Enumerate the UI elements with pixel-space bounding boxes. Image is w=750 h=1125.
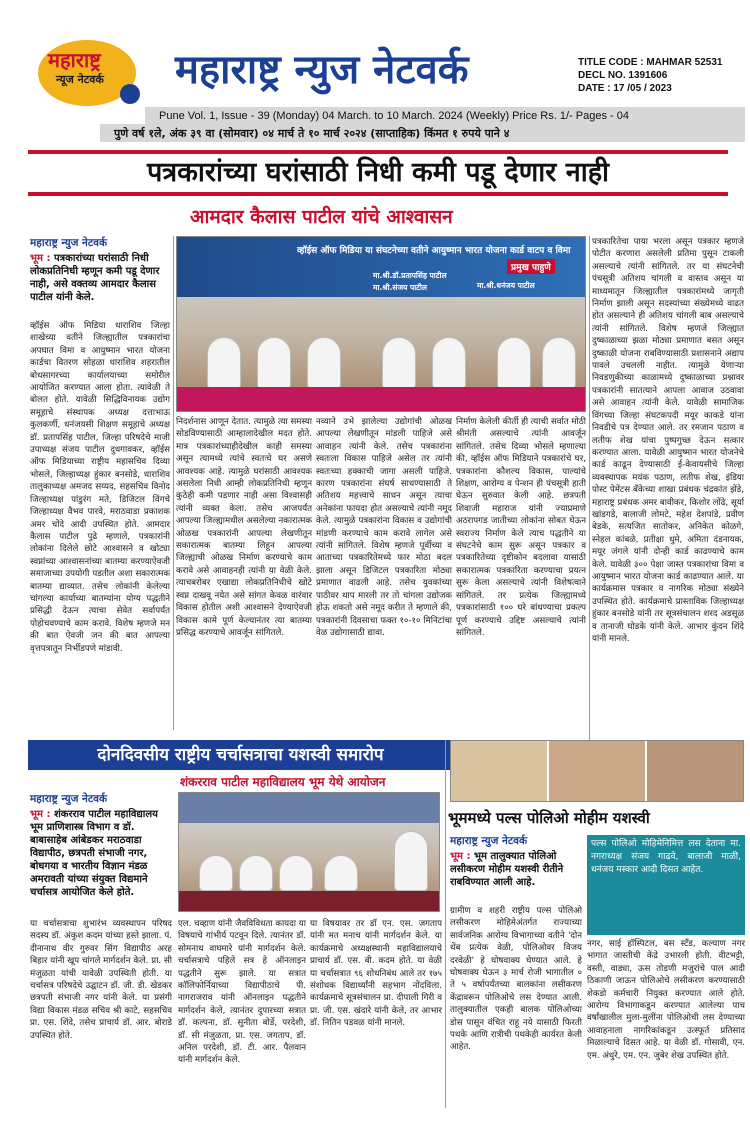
section3-column-1: ग्रामीण व शहरी राष्ट्रीय पल्स पोलिओ लसीकरण मोहिमेअंतर्गत राज्याच्या सार्वजनिक आरोग्य विभागाच्या वतीने 'दोन थेंब प्रत्येक वेळी, पोलिओवर विजय दरवेळी' हे घोषवाक्य घेण्यात आले. हे घोषवाक्य घेऊन ३ मार्च रोजी भागातील ० ते ५ वर्षापर्यंतच्या बालकांना लसीकरण केंद्रावरून पोलिओचे लस देण्यात आली. तालुक्यातील एकही बालक पोलिओच्या डोस पासून वंचित राहू नये यासाठी फिरती पथके आणि रात्रीची पथकेही कार्यरत केली आहेत.: [450, 906, 582, 1053]
section2-source-credit: महाराष्ट्र न्युज नेटवर्क: [30, 793, 108, 805]
section2-lead-label: भूम :: [30, 809, 51, 820]
polio-photo-caption: पल्स पोलिओ मोहिमेनिमित्त लस देताना मा. नगराध्यक्ष संजय गाढवे, बालाजी माळी, धनंजय मस्कार आदी दिसत आहेत.: [587, 835, 745, 935]
section2-headline: दोनदिवसीय राष्ट्रीय चर्चासत्राचा यशस्वी समारोप: [28, 740, 453, 770]
column-divider: [173, 236, 174, 730]
main-lead: [30, 252, 170, 314]
main-headline: पत्रकारांच्या घरांसाठी निधी कमी पडू देणार नाही: [28, 150, 728, 196]
photo-person: [207, 337, 241, 389]
photo-stage-table: [179, 891, 439, 911]
photo-person: [307, 337, 341, 389]
masthead-logo: [28, 38, 140, 108]
polio-photo: [549, 741, 647, 802]
newspaper-title: महाराष्ट्र न्युज नेटवर्क: [175, 47, 469, 93]
photo-person: [382, 337, 416, 389]
column-divider: [445, 740, 446, 1108]
photo-name-3: मा.श्री.संजय पाटील: [373, 283, 427, 292]
decl-number: DECL NO. 1391606: [578, 70, 668, 81]
photo-person: [432, 337, 466, 389]
section2-subheadline: शंकरराव पाटील महाविद्यालय भूम येथे आयोजन: [180, 775, 386, 789]
main-column-5: पत्रकारितेचा पाया भरला असून पत्रकार म्हणजे पोटीत करणारा असलेली प्रतिमा पुसून टाकली असल्याचे त्यांनी सांगितले. तर या संघटनेची पंचसूत्री अतिशय चांगली व वास्तव असून या माध्यमातून जिल्ह्यातील पत्रकारांमध्ये जागृती निर्माण झाली असून सदस्यांच्या संख्येमध्ये वाढत होत असल्याने ही अतिशय चांगली बाब असल्याचे त्यांनी सांगितले. विशेष म्हणजे जिल्ह्यात दुष्काळाच्या झळा मोठ्या प्रमाणात बसत असून दुष्काळी योजना राबविण्यासाठी प्रशासनाने अद्याप पावले उचलली नाहीत. त्यामुळे येणाऱ्या निवडणुकीच्या काळामध्ये दुष्काळाच्या प्रश्नावर पत्रकारांनी सातत्याने आपला आवाज उठवावा असे आवाहन त्यांनी केले. यावेळी सामाजिक विंगच्या जिल्हा संघटकपदी मयूर काकडे यांना निवडीचे पत्र देण्यात आले. तर रमजान पठाण व लतीफ शेख यांचा पुष्पगुच्छ देऊन सत्कार करण्यात आला. यावेळी आयुष्मान भारत योजनेचे कार्ड काढून देण्यासाठी ई-केवायसीचे जिल्हा व्यवस्थापक मयंक पठाण, लतीफ शेख, इंडिया पोस्ट पेमेंटस बँकेच्या शाखा प्रबंधक चंद्रकांत झेंडे, महाराष्ट्र प्रबंधक अमर बावीकर, किशोर लोंढे, सूर्या खांडगडे, बालाजी लोमटे, महेश देशपांडे, प्रवीण बेडके, सत्यजित सातोकर, अनिकेत कोळगे, स्नेहल कांबळे, प्रतीक्षा धुमे, अमिता दंडनायक, मयूर जंगले यांनी दोन्ही कार्ड काढण्याचे काम केले. यावेळी ३०० पेक्षा जास्त पत्रकारांचा विमा व आयुष्मान भारत योजना कार्ड काढण्यात आले. या कार्यक्रमास पत्रकार व नागरिक मोठ्या संख्येने उपस्थित होते. कार्यक्रमाचे प्रास्ताविक जिल्हाध्यक्ष हुंकार बनसोडे यांनी तर सूत्रसंचालन शरद अडसूळ व तानाजी घोडके यांनी केले. आभार कुंदन शिंदे यांनी मानले.: [592, 237, 744, 644]
issue-line-english: Pune Vol. 1, Issue - 39 (Monday) 04 March. to 10 March. 2024 (Weekly) Price Rs. 1/- Pages - 04: [145, 107, 745, 124]
photo-stage-table: [177, 387, 585, 411]
polio-photo: [647, 741, 744, 802]
column-divider: [589, 236, 590, 798]
main-column-2: निदर्शनास आणून देतात. त्यामुळे त्या समस्या सोडविण्यासाठी आम्हालादेखील मदत होते. मात्र पत्रकारांच्याहीदेखील काही समस्या असून त्यामध्ये त्यांचे स्वतःचे घर असणे आवश्यक आहे. त्यामुळे घरांसाठी आवश्यक असलेला निधी आम्ही लोकप्रतिनिधी म्हणून कुठेही कमी पडणार नाही असा विश्वासही त्यांनी व्यक्त केला. तसेच आजपर्यंत आपल्या जिल्ह्यामधील असलेल्या नकारात्मक ओळख पत्रकारांनी आपल्या लेखणीतून सकारात्मक बातम्या लिहून आपल्या जिल्ह्याची ओळख निर्माण करण्याचे काम करावे असे आवाहनही त्यांनी या वेळी केले. त्याचबरोबर एखाद्या लोकप्रतिनिधीचे खोटे स्वप्न दाखवू नयेत असे सांगत केवळ वारंवार विकास होतील अशी आश्वासने देण्याऐवजी विकास कामे पूर्ण केल्यानंतर त्या बातम्या प्रसिद्ध करण्याचे आवर्जून सांगितले.: [176, 417, 312, 638]
main-column-3: नव्याने उभे झालेल्या उद्योगांची ओळख आपल्या लेखणीतून मांडली पाहिजे असे आवाहन त्यांनी केले. तसेच पत्रकारांना स्वतःला विकास पाहिजे असेल तर त्यांनी स्वतःच्या हक्काची जागा असली पाहिजे. कारण पत्रकारांना संघर्ष साधण्यासाठी ते अतिशय महत्त्वाचे साधन असून त्याचा अनेकांना फायदा होत असल्याचे त्यांनी नमूद केले. त्यामुळे पत्रकारांना विकास व उद्योगांची मांडणी करण्याचे काम करावे लागेल असे त्यांनी सांगितले. विशेष म्हणजे पूर्वीच्या व आताच्या पत्रकारितेमध्ये फार मोठा बदल झाला असून डिजिटल पत्रकारिता मोठ्या प्रमाणात वाढली आहे. तसेच युवकांच्या पाठीवर थाप मारली तर तो चांगला उद्योजक होऊ शकतो असे नमूद करीत ते म्हणाले की, पत्रकारांनी दिवसाचा फक्त १०-१० मिनिटांचा वेळ उद्योगासाठी द्यावा.: [316, 417, 452, 638]
photo-banner-text: व्हॉईस ऑफ मिडिया या संघटनेच्या वतीने आयुष्मान भारत योजना कार्ड वाटप व विमा: [297, 246, 571, 256]
photo-person: [199, 855, 233, 891]
section3-lead: [450, 850, 582, 902]
registration-block: [578, 56, 748, 95]
registration-date: DATE : 17 /05 / 2023: [578, 83, 672, 94]
logo-line-2: न्यूज नेटवर्क: [56, 73, 104, 86]
title-code: TITLE CODE : MAHMAR 52531: [578, 57, 723, 68]
polio-photo: [451, 741, 549, 802]
photo-guest-label: प्रमुख पाहुणे: [507, 259, 555, 274]
microphone-icon: [120, 84, 140, 104]
photo-stage-banner: [179, 793, 439, 823]
section2-lead-text: शंकरराव पाटील महाविद्यालय भूम प्राणिशास्त्र विभाग व डॉ. बाबासाहेब आंबेडकर मराठवाडा विद्यापीठ, छत्रपती संभाजी नगर, बोधगया व भारतीय विज्ञान मंडळ अमरावती यांच्या संयुक्त विद्यमाने चर्चासत्र आयोजित केले होते.: [30, 809, 158, 898]
main-column-4: निर्माण केलेली कीर्ती ही त्याची सर्वात मोठी श्रीमंती असल्याचे त्यांनी आवर्जून सांगितले. तसेच दिव्या भोसले म्हणाल्या की, व्हॉईस ऑफ मिडियाने पत्रकारांचे घर, पत्रकारांना कौशल्य विकास, पाल्यांचे शिक्षण, आरोग्य व पेन्शन ही पंचसूत्री हाती घेऊन सुरुवात केली आहे. छत्रपती शिवाजी महाराज यांनी ज्याप्रमाणे अठरापगड जातीच्या लोकांना सोबत घेऊन स्वराज्य निर्माण केले त्याच पद्धतीने या संघटनेचे काम सुरू असून पत्रकार व पत्रकारितेच्या दृष्टीकोन बदलावा यासाठी सकारात्मक पत्रकारिता करण्याचा प्रयत्न सुरू केला असल्याचे त्यांनी विशेषत्वाने सांगितले. तर प्रत्येक जिल्ह्यामध्ये पत्रकारांसाठी १०० घरे बांधण्याचा प्रकल्प पूर्ण करण्याचे उद्दिष्ट असल्याचे त्यांनी सांगितले.: [456, 417, 586, 638]
issue-line-marathi: पुणे वर्ष १ले, अंक ३९ वा (सोमवार) ०४ मार्च ते १० मार्च २०२४ (साप्ताहिक) किंमत १ रुपये पाने ४: [100, 124, 745, 142]
polio-photo-strip: [450, 740, 744, 802]
main-event-photo: [176, 236, 586, 412]
main-source-credit: महाराष्ट्र न्युज नेटवर्क: [30, 237, 108, 249]
main-lead-label: भूम :: [30, 253, 51, 264]
main-subheadline: आमदार कैलास पाटील यांचे आश्वासन: [190, 206, 453, 228]
section3-headline: भूममध्ये पल्स पोलिओ मोहीम यशस्वी: [448, 809, 650, 827]
main-column-1: व्हॉईस ऑफ मिडिया धाराशिव जिल्हा शाखेच्या वतीने जिल्ह्यातील पत्रकारांचा अपघात विमा व आयुष्मान भारत योजना कार्डचा वितरण सोहळा धाराशिव शहरातील बोधसागरच्या कार्यालयाच्या समोरील आयोजित करण्यात आला होता. त्यावेळी ते बोलत होते. यावेळी सिद्धिविनायक उद्योग समूहाचे संस्थापक अध्यक्ष दत्ताभाऊ कुलकर्णी, धनंजयसी शिक्षण समूहाचे अध्यक्ष डॉ. प्रतापसिंह पाटील, जिल्हा परिषदेचे माजी उपाध्यक्ष संजय पाटील दुधगावकर, व्हॉईस ऑफ मिडियाच्या राष्ट्रीय महासचिव दिव्या भोसले, जिल्हाध्यक्ष हुंकार बनसोडे, धाराशिव तालुकाध्यक्ष अमजद सय्यद, सहसचिव विनोद जिल्हाध्यक्ष पांडुरंग मते, डिजिटल विंगचे जिल्हाध्यक्ष वैभव पारवे, मराठवाडा प्रकाशक अमर चोंदे आदी उपस्थित होते. आमदार कैलास पाटील पुढे म्हणाले, पत्रकारांनी लोकांना दिलेले छोटे आश्वासने व खोट्या स्वप्नांच्या आश्वासनांच्या बातम्या करण्याऐवजी समाजाच्या उपयोगी पडतील अशा सकारात्मक बातम्या द्याव्यात. तसेच लोकांनी केलेल्या चांगल्या कार्याच्या बातम्यांना योग्य पद्धतीने प्रसिद्धी देऊन त्याचा सेवेत सर्वापर्यंत पोहोचवण्याचे काम करावे. विशेष म्हणजे मन की बात ऐवजी जन की बात आपल्या वृत्तपत्रातून निर्भीडपणे मांडावी.: [30, 321, 170, 654]
photo-person: [324, 855, 358, 891]
section2-column-1: या चर्चासत्राचा शुभारंभ व्यवस्थापन परिषद सदस्य डॉ. अंकुश कदम यांच्या हस्ते झाला. पं. दीनानाथ वीर गुरुवर सिंग विद्यापीठ अरह बिहार यांनी खूप चांगले मार्गदर्शन केले. प्रा. सी मंजुळता यांची यावेळी उपस्थिती होती. या चर्चासत्र परिषदेचे उद्घाटन डॉ. जी. डी. खेडकर छत्रपती संभाजी नगर यांनी केले. या प्रसंगी विद्या विकास मंडळ सचिव श्री काटे, सहसचिव प्रा. एस. शिंदे, तसेच प्राचार्य डॉ. आर. बोराडे उपस्थित होते.: [30, 919, 172, 1041]
photo-person: [497, 337, 531, 389]
photo-person: [257, 337, 291, 389]
photo-name-1: मा.श्री.डॉ.प्रतापसिंह पाटील: [373, 271, 447, 280]
photo-stage-banner: [177, 237, 585, 297]
photo-person: [279, 855, 313, 891]
section3-lead-text: भूम तालुक्यात पोलिओ लसीकरण मोहीम यशस्वी रीतीने राबविण्यात आली आहे.: [450, 851, 564, 888]
photo-person: [239, 855, 273, 891]
section2-column-3: या विषयावर तर डॉ एन. एस. जगताप यांनी मत मनाच यांनी मार्गदर्शन केले. या कार्यक्रमाचे अध्यक्षस्थानी महाविद्यालयाचे प्राचार्य डॉ. एस. बी. कदम होते. या वेळी या चर्चासत्रात ९६ शोधनिबंध आले तर १७५ संशोधक विद्यार्थ्यांनी सहभाग नोंदविला. कार्यक्रमाचे सूत्रसंचालन प्रा. दीपाली गिरी व प्रा. जी. एस. खंदारे यांनी केले, तर आभार डॉ. नितिन पडवळ यांनी मानले.: [310, 919, 442, 1029]
section3-lead-label: भूम :: [450, 851, 471, 862]
main-lead-text: पत्रकारांच्या घरांसाठी निधी लोकप्रतिनिधी म्हणून कमी पडू देणार नाही, असे वक्तव्य आमदार कैलास पाटील यांनी केले.: [30, 253, 160, 303]
section3-column-2: नगर, साई हॉस्पिटल, बस स्टँड, कल्याण नगर भागात जास्तीची केंद्रे उभारली होती. वीटभट्टी, वस्ती, वाड्या, ऊस तोडणी मजुरांचे पाल आदी ठिकाणी जाऊन पोलिओचे लसीकरण करण्यासाठी शेकडो कर्मचारी नियुक्त करण्यात आले होते. आरोग्य विभागाकडून करण्यात आलेल्या पाच वर्षांखालील मुला-मुलींना पोलिओची लस देण्याच्या आवाहनाला नागरिकांकडून उत्स्फूर्त प्रतिसाद मिळाल्याचे दिसत आहे. या वेळी डॉ. गोसावी, एन. एम. अंधुरे, एम. एन. जुबेर शेख उपस्थित होते.: [587, 939, 745, 1061]
photo-person: [542, 337, 576, 389]
photo-name-2: मा.श्री.धनंजय पाटील: [477, 281, 535, 290]
section3-source-credit: महाराष्ट्र न्युज नेटवर्क: [450, 835, 528, 847]
section2-lead: [30, 808, 172, 913]
section2-column-2: एल. चव्हाण यांनी जैवविविधता कायदा या विषयाचे गांभीर्य पटवून दिले. त्यानंतर डॉ. सोमनाथ वाघमारे यांनी मार्गदर्शन केले. चर्चासत्राचे पहिले सत्र हे ऑनलाइन पद्धतीने सुरू झाले. या सत्रात कॉलिफोर्नियाच्या विद्यापीठाचे पी. नागराजराव यांनी ऑनलाइन पद्धतीने मार्गदर्शन केले, त्यानंतर दुपारच्या सत्रात डॉ. कल्पना, डॉ. सुनीता बोर्डे, परदेशी, डॉ. सी मंजुळता, प्रा. एस. जगताप, डॉ. अनिल परदेशी, डॉ. टी. आर. पैलवान यांनी मार्गदर्शन केले.: [178, 919, 306, 1066]
photo-speaker: [394, 831, 428, 891]
section2-event-photo: [178, 792, 440, 912]
logo-line-1: महाराष्ट्र: [48, 48, 101, 72]
